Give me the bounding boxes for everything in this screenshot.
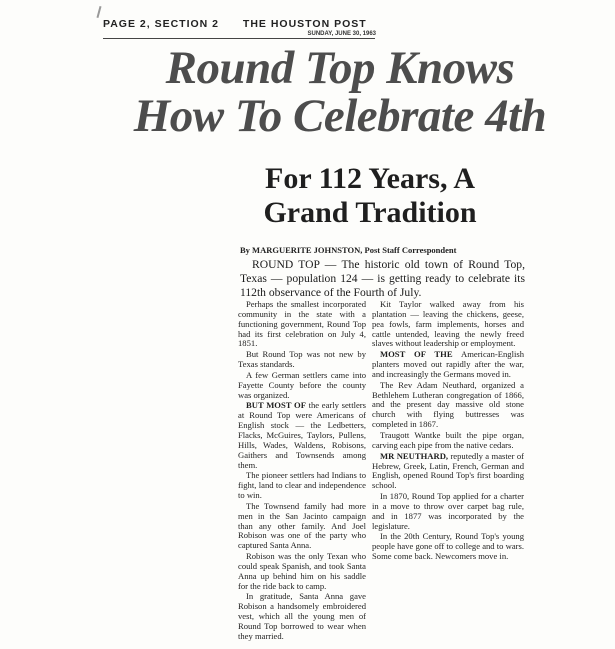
- article-paragraph: [372, 381, 524, 430]
- byline: By MARGUERITE JOHNSTON, Post Staff Correspondent: [240, 245, 457, 255]
- article-paragraph: [372, 452, 524, 491]
- headline-line-1: Round Top Knows: [165, 42, 515, 94]
- article-paragraph: [238, 371, 366, 401]
- paragraph-text: The Rev Adam Neuthard, organized a Bethlehem Lutheran congregation of 1866, and the present day massive old stone church with flying buttresses was completed in 1867.: [372, 379, 524, 430]
- paragraph-text: reputedly a master of Hebrew, Greek, Latin, French, German and English, opened Round Top's first boarding school.: [372, 450, 524, 491]
- headline: [80, 44, 600, 140]
- article-paragraph: [238, 350, 366, 370]
- article-paragraph: [238, 502, 366, 551]
- article-paragraph: [238, 300, 366, 349]
- paragraph-text: In the 20th Century, Round Top's young people have gone off to college and to wars. Some come back. Newcomers move in.: [372, 531, 524, 562]
- paragraph-text: Robison was the only Texan who could speak Spanish, and took Santa Anna up behind him on his saddle for the ride back to camp.: [238, 551, 366, 591]
- page-section-label: PAGE 2, SECTION 2: [103, 18, 219, 30]
- article-paragraph: [238, 552, 366, 591]
- paragraph-lead-in: BUT MOST OF: [246, 400, 306, 411]
- article-paragraph: [238, 401, 366, 470]
- article-paragraph: [372, 532, 524, 562]
- subheadline-line-1: For 112 Years, A: [265, 162, 475, 195]
- paragraph-text: But Round Top was not new by Texas standards.: [238, 349, 366, 370]
- headline-line-2: How To Celebrate 4th: [133, 90, 547, 142]
- masthead: [103, 18, 523, 30]
- article-paragraph: [238, 471, 366, 501]
- masthead-rule: [103, 38, 375, 39]
- paragraph-text: Kit Taylor walked away from his plantation — leaving the chickens, geese, pea fowls, farm implements, horses and cattle untended, leaving the newly freed slaves without leadership or employment.: [372, 299, 524, 349]
- paragraph-text: A few German settlers came into Fayette County before the county was organized.: [238, 369, 366, 400]
- article-paragraph: [372, 431, 524, 451]
- article-paragraph: [238, 592, 366, 641]
- subheadline: [240, 162, 500, 230]
- paragraph-text: In gratitude, Santa Anna gave Robison a handsomely embroidered vest, which all the young men of Round Top borrowed to wear when they married.: [238, 591, 366, 641]
- paragraph-text: The Townsend family had more men in the San Jacinto campaign than any other family. And Joel Robison was one of the party who captured Santa Anna.: [238, 500, 366, 551]
- pencil-mark: [96, 6, 101, 18]
- paragraph-lead-in: MR NEUTHARD,: [380, 450, 449, 461]
- paragraph-text: the early settlers at Round Top were Americans of English stock — the Ledbetters, Flacks, McGuires, Taylors, Pullens, Hills, Wades, Waldens, Robisons, Gaithers and Townsends among them.: [238, 400, 366, 470]
- article-paragraph: [372, 492, 524, 531]
- lede-paragraph: [240, 258, 525, 300]
- article-paragraph: [372, 300, 524, 349]
- paragraph-text: Traugott Wantke built the pipe organ, carving each pipe from the native cedars.: [372, 429, 524, 450]
- paragraph-text: In 1870, Round Top applied for a charter in a move to throw over carpet bag rule, and in 1877 was incorporated by the legislature.: [372, 491, 524, 531]
- subheadline-line-2: Grand Tradition: [263, 196, 477, 229]
- paragraph-text: Perhaps the smallest incorporated community in the state with a functioning government, Round Top had its first celebration on July 4, 1851.: [238, 299, 366, 349]
- newspaper-name: THE HOUSTON POST: [242, 18, 367, 30]
- dateline: SUNDAY, JUNE 30, 1963: [307, 31, 376, 37]
- article-column-2: [372, 300, 524, 563]
- paragraph-text: The pioneer settlers had Indians to fight, land to clear and independence to win.: [238, 470, 366, 501]
- paragraph-text: American-English planters moved out rapidly after the war, and increasingly the Germans moved in.: [372, 349, 524, 379]
- article-column-1: [238, 300, 366, 643]
- paragraph-lead-in: MOST OF THE: [380, 349, 453, 360]
- article-paragraph: [372, 350, 524, 380]
- lede-text: ROUND TOP — The historic old town of Round Top, Texas — population 124 — is getting ready to celebrate its 112th observance of the Fourth of July.: [240, 258, 525, 299]
